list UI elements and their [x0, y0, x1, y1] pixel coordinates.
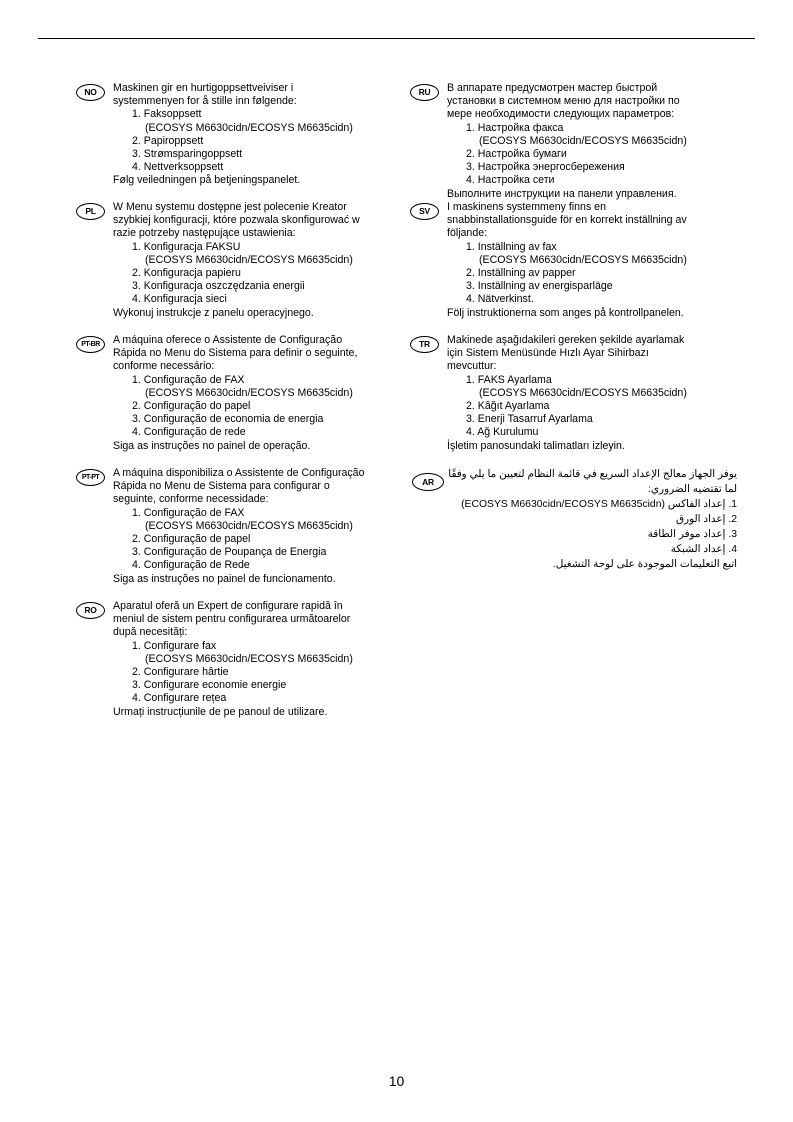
section-sv: [410, 201, 732, 334]
list-item-model: (ECOSYS M6630cidn/ECOSYS M6635cidn): [479, 134, 687, 147]
list-item: 3. Настройка энергосбережения: [466, 161, 625, 174]
list-item-model: (ECOSYS M6630cidn/ECOSYS M6635cidn): [145, 253, 353, 266]
language-badge-ru: RU: [410, 84, 439, 101]
list-item-model: (ECOSYS M6630cidn/ECOSYS M6635cidn): [479, 386, 687, 399]
section-intro-line: Makinede aşağıdakileri gereken şekilde ayarlamak: [447, 334, 685, 346]
section-outro: Följ instruktionerna som anges på kontrollpanelen.: [447, 306, 684, 319]
list-item: 3. Strømsparingoppsett: [132, 148, 243, 161]
section-no: [76, 82, 398, 201]
section-intro-line: conforme necessário:: [113, 360, 215, 373]
list-item: 2. Kâğıt Ayarlama: [466, 400, 550, 413]
language-badge-ar: AR: [412, 473, 444, 491]
arabic-list-item: 3. إعداد موفر الطاقة: [647, 529, 737, 540]
section-intro-line: В аппарате предусмотрен мастер быстрой: [447, 82, 658, 94]
list-item-model: (ECOSYS M6630cidn/ECOSYS M6635cidn): [145, 652, 353, 665]
section-intro-line: Maskinen gir en hurtigoppsettveiviser i: [113, 82, 294, 94]
section-pt-pt: [76, 467, 398, 600]
arabic-line: لما تقتضيه الضروري:: [648, 484, 737, 495]
section-intro-line: Rápida no Menu do Sistema para definir o seguinte,: [113, 347, 358, 360]
list-item: 4. Ağ Kurulumu: [466, 426, 539, 439]
right-column: [410, 82, 737, 572]
page-number: 10: [388, 1073, 405, 1089]
list-item: 3. Konfiguracja oszczędzania energii: [132, 280, 305, 293]
section-tr: [410, 334, 732, 467]
list-item: 1. Faksoppsett: [132, 108, 202, 121]
arabic-list-item: 1. إعداد الفاكس (ECOSYS M6630cidn/ECOSYS M6635cidn): [461, 499, 737, 510]
section-outro: Wykonuj instrukcje z panelu operacyjnego.: [113, 306, 314, 319]
section-intro-line: systemmenyen for å stille inn følgende:: [113, 95, 297, 108]
section-ar: [410, 467, 737, 572]
section-outro: Выполните инструкции на панели управления.: [447, 187, 677, 200]
section-intro-line: мере необходимости следующих параметров:: [447, 108, 675, 121]
list-item: 2. Configurare hârtie: [132, 666, 229, 679]
list-item-model: (ECOSYS M6630cidn/ECOSYS M6635cidn): [145, 519, 353, 532]
list-item: 2. Настройка бумаги: [466, 148, 567, 161]
section-intro-line: Aparatul oferă un Expert de configurare rapidă în: [113, 600, 343, 612]
list-item: 1. Inställning av fax: [466, 240, 557, 253]
language-badge-pl: PL: [76, 203, 105, 220]
arabic-list-item: 4. إعداد الشبكة: [670, 544, 737, 555]
list-item: 3. Configuração de Poupança de Energia: [132, 546, 327, 559]
section-intro-line: meniul de sistem pentru configurarea următoarelor: [113, 613, 351, 626]
language-badge-pt-br: PT-BR: [76, 336, 105, 353]
list-item: 4. Nettverksoppsett: [132, 161, 224, 174]
list-item-model: (ECOSYS M6630cidn/ECOSYS M6635cidn): [145, 386, 353, 399]
list-item: 4. Configuração de Rede: [132, 559, 250, 572]
section-intro-line: A máquina disponibiliza o Assistente de Configuração: [113, 467, 365, 479]
language-badge-tr: TR: [410, 336, 439, 353]
list-item: 4. Konfiguracja sieci: [132, 293, 227, 306]
list-item: 1. Настройка факса: [466, 121, 564, 134]
header-rule: [38, 38, 755, 39]
list-item: 4. Настройка сети: [466, 174, 555, 187]
section-outro: Følg veiledningen på betjeningspanelet.: [113, 174, 301, 187]
section-intro-line: seguinte, conforme necessidade:: [113, 493, 269, 506]
section-intro-line: için Sistem Menüsünde Hızlı Ayar Sihirbazı: [447, 347, 649, 360]
language-badge-sv: SV: [410, 203, 439, 220]
section-outro: İşletim panosundaki talimatları izleyin.: [447, 439, 625, 452]
language-badge-no: NO: [76, 84, 105, 101]
section-ru: [410, 82, 732, 201]
arabic-list-item: 2. إعداد الورق: [676, 514, 737, 525]
section-outro: Siga as instruções no painel de funcionamento.: [113, 572, 336, 585]
language-badge-ro: RO: [76, 602, 105, 619]
language-badge-pt-pt: PT-PT: [76, 469, 105, 486]
list-item-model: (ECOSYS M6630cidn/ECOSYS M6635cidn): [145, 121, 353, 134]
list-item: 4. Nätverkinst.: [466, 293, 534, 306]
section-intro-line: W Menu systemu dostępne jest polecenie Kreator: [113, 201, 347, 213]
list-item: 1. Configurare fax: [132, 639, 217, 652]
section-outro: Siga as instruções no painel de operação.: [113, 439, 311, 452]
section-intro-line: după necesități:: [113, 626, 188, 639]
section-intro-line: szybkiej konfiguracji, które pozwala skonfigurować w: [113, 214, 360, 227]
list-item: 1. FAKS Ayarlama: [466, 373, 552, 386]
list-item: 2. Papiroppsett: [132, 134, 204, 147]
list-item-model: (ECOSYS M6630cidn/ECOSYS M6635cidn): [479, 253, 687, 266]
list-item: 3. Inställning av energisparläge: [466, 280, 613, 293]
section-intro-line: A máquina oferece o Assistente de Configuração: [113, 334, 343, 346]
arabic-text-block: [410, 467, 737, 572]
section-intro-line: följande:: [447, 227, 488, 240]
list-item: 1. Configuração de FAX: [132, 506, 245, 519]
section-pl: [76, 201, 398, 334]
list-item: 2. Configuração do papel: [132, 400, 251, 413]
list-item: 3. Configurare economie energie: [132, 679, 287, 692]
left-column: [76, 82, 398, 719]
section-pt-br: [76, 334, 398, 467]
section-intro-line: snabbinstallationsguide för en korrekt inställning av: [447, 214, 687, 227]
list-item: 3. Configuração de economia de energia: [132, 413, 324, 426]
section-intro-line: I maskinens systemmeny finns en: [447, 201, 606, 213]
section-ro: [76, 600, 398, 719]
section-intro-line: Rápida no Menu de Sistema para configurar o: [113, 480, 330, 493]
section-outro: Urmați instrucțiunile de pe panoul de utilizare.: [113, 705, 328, 718]
list-item: 1. Configuração de FAX: [132, 373, 245, 386]
section-intro-line: mevcuttur:: [447, 360, 497, 373]
list-item: 4. Configuração de rede: [132, 426, 246, 439]
list-item: 2. Konfiguracja papieru: [132, 267, 241, 280]
list-item: 3. Enerji Tasarruf Ayarlama: [466, 413, 593, 426]
arabic-line: اتبع التعليمات الموجودة على لوحة التشغيل.: [552, 559, 737, 570]
section-intro-line: razie potrzeby następujące ustawienia:: [113, 227, 296, 240]
list-item: 2. Configuração de papel: [132, 533, 251, 546]
list-item: 2. Inställning av papper: [466, 267, 576, 280]
arabic-line: يوفر الجهاز معالج الإعداد السريع في قائمة النظام لتعيين ما يلي وفقًا: [448, 469, 737, 480]
list-item: 4. Configurare rețea: [132, 692, 227, 705]
section-intro-line: установки в системном меню для настройки по: [447, 95, 680, 108]
list-item: 1. Konfiguracja FAKSU: [132, 240, 241, 253]
